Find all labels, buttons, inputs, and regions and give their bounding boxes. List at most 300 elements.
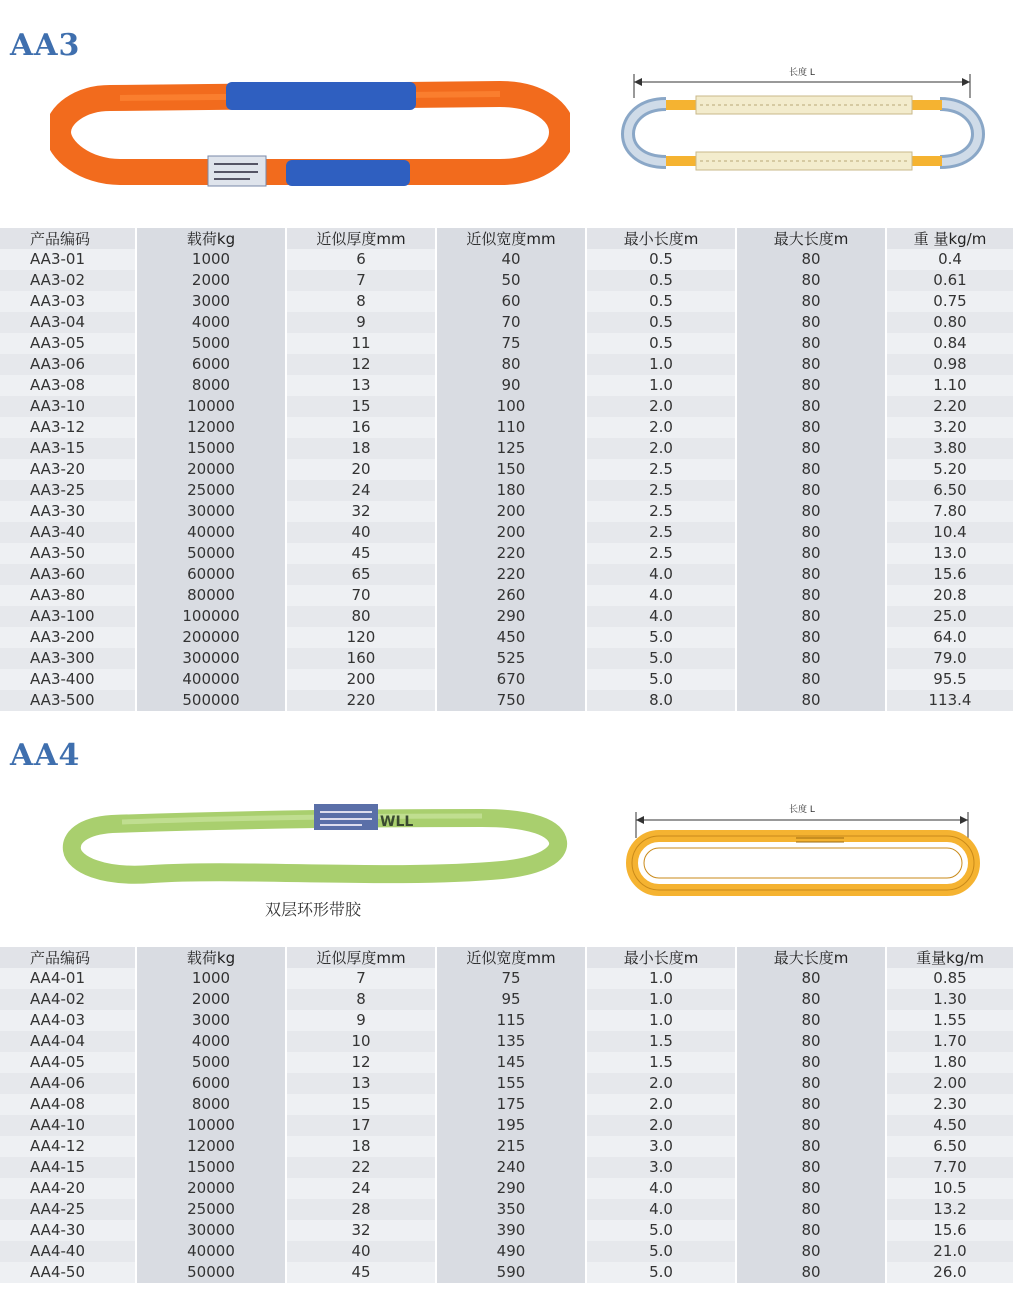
- cell-thickness: 8: [286, 989, 436, 1010]
- cell-code: AA4-01: [0, 968, 136, 989]
- cell-width: 60: [436, 291, 586, 312]
- cell-width: 290: [436, 606, 586, 627]
- cell-thickness: 9: [286, 312, 436, 333]
- table-row: [0, 543, 1014, 564]
- cell-load: 25000: [136, 480, 286, 501]
- cell-weight: 0.4: [886, 249, 1014, 270]
- cell-code: AA3-15: [0, 438, 136, 459]
- cell-weight: 79.0: [886, 648, 1014, 669]
- cell-load: 20000: [136, 459, 286, 480]
- cell-load: 1000: [136, 249, 286, 270]
- cell-code: AA3-01: [0, 249, 136, 270]
- cell-weight: 7.80: [886, 501, 1014, 522]
- cell-weight: 20.8: [886, 585, 1014, 606]
- cell-weight: 10.4: [886, 522, 1014, 543]
- cell-thickness: 11: [286, 333, 436, 354]
- cell-code: AA3-12: [0, 417, 136, 438]
- aa4-header-max-length: 最大长度m: [736, 947, 886, 968]
- cell-thickness: 22: [286, 1157, 436, 1178]
- table-row: [0, 1094, 1014, 1115]
- cell-code: AA4-10: [0, 1115, 136, 1136]
- cell-code: AA4-15: [0, 1157, 136, 1178]
- cell-code: AA3-05: [0, 333, 136, 354]
- cell-max-length: 80: [736, 1010, 886, 1031]
- table-row: [0, 585, 1014, 606]
- cell-min-length: 5.0: [586, 1241, 736, 1262]
- cell-code: AA3-02: [0, 270, 136, 291]
- cell-min-length: 2.0: [586, 1115, 736, 1136]
- cell-load: 3000: [136, 1010, 286, 1031]
- cell-thickness: 70: [286, 585, 436, 606]
- aa3-table-body: [0, 249, 1014, 711]
- cell-weight: 4.50: [886, 1115, 1014, 1136]
- cell-min-length: 5.0: [586, 648, 736, 669]
- cell-load: 12000: [136, 1136, 286, 1157]
- cell-width: 150: [436, 459, 586, 480]
- cell-width: 390: [436, 1220, 586, 1241]
- cell-thickness: 24: [286, 1178, 436, 1199]
- aa4-table-header-row: [0, 947, 1014, 968]
- cell-width: 70: [436, 312, 586, 333]
- cell-load: 10000: [136, 1115, 286, 1136]
- aa3-header-min-length: 最小长度m: [586, 228, 736, 249]
- cell-load: 4000: [136, 1031, 286, 1052]
- aa3-header-thickness: 近似厚度mm: [286, 228, 436, 249]
- cell-code: AA4-12: [0, 1136, 136, 1157]
- cell-weight: 13.2: [886, 1199, 1014, 1220]
- cell-thickness: 28: [286, 1199, 436, 1220]
- cell-max-length: 80: [736, 989, 886, 1010]
- cell-code: AA3-20: [0, 459, 136, 480]
- cell-width: 145: [436, 1052, 586, 1073]
- cell-width: 80: [436, 354, 586, 375]
- aa3-diagram-length-label: 长度 L: [789, 68, 815, 78]
- cell-code: AA3-30: [0, 501, 136, 522]
- cell-thickness: 40: [286, 1241, 436, 1262]
- table-row: [0, 968, 1014, 989]
- cell-min-length: 8.0: [586, 690, 736, 711]
- cell-load: 12000: [136, 417, 286, 438]
- cell-max-length: 80: [736, 459, 886, 480]
- cell-max-length: 80: [736, 968, 886, 989]
- cell-width: 290: [436, 1178, 586, 1199]
- cell-load: 6000: [136, 354, 286, 375]
- cell-width: 215: [436, 1136, 586, 1157]
- cell-min-length: 5.0: [586, 1262, 736, 1283]
- cell-code: AA3-200: [0, 627, 136, 648]
- cell-width: 260: [436, 585, 586, 606]
- cell-width: 490: [436, 1241, 586, 1262]
- cell-load: 300000: [136, 648, 286, 669]
- cell-thickness: 24: [286, 480, 436, 501]
- table-row: [0, 501, 1014, 522]
- cell-weight: 10.5: [886, 1178, 1014, 1199]
- cell-width: 75: [436, 333, 586, 354]
- cell-weight: 13.0: [886, 543, 1014, 564]
- cell-max-length: 80: [736, 249, 886, 270]
- cell-load: 20000: [136, 1178, 286, 1199]
- cell-width: 135: [436, 1031, 586, 1052]
- aa4-header-weight: 重量kg/m: [886, 947, 1014, 968]
- aa4-spec-table: [0, 947, 1014, 1283]
- aa4-header-min-length: 最小长度m: [586, 947, 736, 968]
- cell-load: 2000: [136, 270, 286, 291]
- cell-width: 220: [436, 543, 586, 564]
- cell-width: 525: [436, 648, 586, 669]
- table-row: [0, 312, 1014, 333]
- cell-max-length: 80: [736, 312, 886, 333]
- cell-max-length: 80: [736, 543, 886, 564]
- cell-thickness: 65: [286, 564, 436, 585]
- cell-load: 8000: [136, 375, 286, 396]
- aa4-length-diagram: [618, 800, 988, 900]
- cell-min-length: 2.5: [586, 459, 736, 480]
- cell-thickness: 15: [286, 1094, 436, 1115]
- cell-weight: 1.55: [886, 1010, 1014, 1031]
- cell-min-length: 0.5: [586, 312, 736, 333]
- table-row: [0, 333, 1014, 354]
- cell-min-length: 2.5: [586, 480, 736, 501]
- cell-max-length: 80: [736, 564, 886, 585]
- cell-thickness: 17: [286, 1115, 436, 1136]
- cell-weight: 3.80: [886, 438, 1014, 459]
- cell-weight: 21.0: [886, 1241, 1014, 1262]
- cell-load: 2000: [136, 989, 286, 1010]
- cell-min-length: 1.5: [586, 1031, 736, 1052]
- cell-max-length: 80: [736, 648, 886, 669]
- cell-thickness: 20: [286, 459, 436, 480]
- cell-load: 80000: [136, 585, 286, 606]
- cell-thickness: 200: [286, 669, 436, 690]
- cell-load: 15000: [136, 1157, 286, 1178]
- cell-min-length: 4.0: [586, 606, 736, 627]
- cell-thickness: 18: [286, 1136, 436, 1157]
- aa3-spec-table: [0, 228, 1014, 711]
- cell-weight: 3.20: [886, 417, 1014, 438]
- cell-width: 180: [436, 480, 586, 501]
- aa4-table-body: [0, 968, 1014, 1283]
- aa4-photo-caption: 双层环形带胶: [265, 900, 362, 919]
- cell-width: 155: [436, 1073, 586, 1094]
- cell-weight: 0.85: [886, 968, 1014, 989]
- cell-thickness: 8: [286, 291, 436, 312]
- cell-load: 50000: [136, 543, 286, 564]
- aa3-table-header-row: [0, 228, 1014, 249]
- cell-max-length: 80: [736, 1094, 886, 1115]
- cell-code: AA4-30: [0, 1220, 136, 1241]
- cell-code: AA3-100: [0, 606, 136, 627]
- cell-load: 1000: [136, 968, 286, 989]
- cell-width: 90: [436, 375, 586, 396]
- table-row: [0, 989, 1014, 1010]
- table-row: [0, 375, 1014, 396]
- table-row: [0, 1115, 1014, 1136]
- cell-width: 200: [436, 501, 586, 522]
- cell-min-length: 2.5: [586, 543, 736, 564]
- table-row: [0, 1178, 1014, 1199]
- cell-thickness: 12: [286, 354, 436, 375]
- cell-max-length: 80: [736, 501, 886, 522]
- cell-min-length: 3.0: [586, 1136, 736, 1157]
- cell-max-length: 80: [736, 480, 886, 501]
- cell-code: AA3-50: [0, 543, 136, 564]
- aa3-header-weight: 重 量kg/m: [886, 228, 1014, 249]
- cell-code: AA3-500: [0, 690, 136, 711]
- cell-code: AA3-300: [0, 648, 136, 669]
- cell-code: AA4-05: [0, 1052, 136, 1073]
- cell-code: AA4-25: [0, 1199, 136, 1220]
- table-row: [0, 249, 1014, 270]
- aa4-diagram-length-label: 长度 L: [789, 805, 815, 815]
- cell-min-length: 4.0: [586, 564, 736, 585]
- cell-thickness: 40: [286, 522, 436, 543]
- cell-weight: 15.6: [886, 1220, 1014, 1241]
- cell-thickness: 6: [286, 249, 436, 270]
- cell-weight: 6.50: [886, 1136, 1014, 1157]
- table-row: [0, 522, 1014, 543]
- cell-width: 195: [436, 1115, 586, 1136]
- cell-max-length: 80: [736, 1073, 886, 1094]
- cell-code: AA3-400: [0, 669, 136, 690]
- cell-width: 670: [436, 669, 586, 690]
- cell-min-length: 0.5: [586, 333, 736, 354]
- cell-max-length: 80: [736, 1199, 886, 1220]
- cell-width: 100: [436, 396, 586, 417]
- cell-thickness: 45: [286, 543, 436, 564]
- cell-load: 25000: [136, 1199, 286, 1220]
- cell-max-length: 80: [736, 438, 886, 459]
- table-row: [0, 396, 1014, 417]
- table-row: [0, 690, 1014, 711]
- cell-thickness: 45: [286, 1262, 436, 1283]
- cell-max-length: 80: [736, 585, 886, 606]
- cell-min-length: 1.0: [586, 375, 736, 396]
- cell-weight: 1.30: [886, 989, 1014, 1010]
- cell-weight: 0.61: [886, 270, 1014, 291]
- cell-max-length: 80: [736, 669, 886, 690]
- cell-min-length: 1.0: [586, 968, 736, 989]
- cell-weight: 2.00: [886, 1073, 1014, 1094]
- cell-thickness: 12: [286, 1052, 436, 1073]
- cell-weight: 0.98: [886, 354, 1014, 375]
- aa3-header-load: 载荷kg: [136, 228, 286, 249]
- cell-weight: 95.5: [886, 669, 1014, 690]
- table-row: [0, 354, 1014, 375]
- cell-max-length: 80: [736, 606, 886, 627]
- cell-code: AA3-10: [0, 396, 136, 417]
- cell-thickness: 32: [286, 1220, 436, 1241]
- aa3-header-max-length: 最大长度m: [736, 228, 886, 249]
- table-row: [0, 1073, 1014, 1094]
- cell-thickness: 7: [286, 968, 436, 989]
- cell-max-length: 80: [736, 333, 886, 354]
- cell-load: 30000: [136, 501, 286, 522]
- cell-width: 50: [436, 270, 586, 291]
- table-row: [0, 1199, 1014, 1220]
- table-row: [0, 1031, 1014, 1052]
- cell-code: AA4-03: [0, 1010, 136, 1031]
- cell-thickness: 160: [286, 648, 436, 669]
- table-row: [0, 1220, 1014, 1241]
- table-row: [0, 1157, 1014, 1178]
- cell-code: AA4-02: [0, 989, 136, 1010]
- cell-min-length: 2.0: [586, 1094, 736, 1115]
- cell-weight: 5.20: [886, 459, 1014, 480]
- cell-thickness: 120: [286, 627, 436, 648]
- cell-load: 40000: [136, 522, 286, 543]
- table-row: [0, 1010, 1014, 1031]
- cell-load: 5000: [136, 333, 286, 354]
- cell-width: 200: [436, 522, 586, 543]
- table-row: [0, 564, 1014, 585]
- cell-min-length: 0.5: [586, 249, 736, 270]
- cell-thickness: 7: [286, 270, 436, 291]
- cell-width: 750: [436, 690, 586, 711]
- cell-load: 500000: [136, 690, 286, 711]
- cell-weight: 0.75: [886, 291, 1014, 312]
- aa4-title: AA4: [10, 738, 81, 773]
- cell-width: 450: [436, 627, 586, 648]
- cell-weight: 7.70: [886, 1157, 1014, 1178]
- cell-thickness: 13: [286, 1073, 436, 1094]
- cell-max-length: 80: [736, 1241, 886, 1262]
- cell-max-length: 80: [736, 1262, 886, 1283]
- cell-weight: 2.30: [886, 1094, 1014, 1115]
- cell-code: AA4-20: [0, 1178, 136, 1199]
- table-row: [0, 606, 1014, 627]
- cell-max-length: 80: [736, 1052, 886, 1073]
- table-row: [0, 291, 1014, 312]
- cell-load: 100000: [136, 606, 286, 627]
- aa4-sling-photo: [62, 800, 568, 890]
- cell-thickness: 15: [286, 396, 436, 417]
- cell-min-length: 2.0: [586, 1073, 736, 1094]
- cell-load: 60000: [136, 564, 286, 585]
- cell-min-length: 4.0: [586, 1178, 736, 1199]
- cell-max-length: 80: [736, 1031, 886, 1052]
- aa3-length-diagram: [618, 60, 988, 180]
- cell-weight: 1.70: [886, 1031, 1014, 1052]
- cell-min-length: 5.0: [586, 627, 736, 648]
- cell-min-length: 0.5: [586, 270, 736, 291]
- table-row: [0, 438, 1014, 459]
- cell-min-length: 0.5: [586, 291, 736, 312]
- cell-max-length: 80: [736, 1136, 886, 1157]
- cell-code: AA4-08: [0, 1094, 136, 1115]
- cell-thickness: 18: [286, 438, 436, 459]
- cell-max-length: 80: [736, 354, 886, 375]
- cell-min-length: 5.0: [586, 1220, 736, 1241]
- table-row: [0, 669, 1014, 690]
- cell-weight: 113.4: [886, 690, 1014, 711]
- cell-code: AA3-80: [0, 585, 136, 606]
- cell-weight: 25.0: [886, 606, 1014, 627]
- table-row: [0, 1241, 1014, 1262]
- cell-code: AA3-03: [0, 291, 136, 312]
- cell-max-length: 80: [736, 627, 886, 648]
- cell-width: 75: [436, 968, 586, 989]
- cell-weight: 6.50: [886, 480, 1014, 501]
- cell-min-length: 4.0: [586, 585, 736, 606]
- cell-min-length: 1.0: [586, 989, 736, 1010]
- aa4-header-thickness: 近似厚度mm: [286, 947, 436, 968]
- aa4-header-width: 近似宽度mm: [436, 947, 586, 968]
- table-row: [0, 1052, 1014, 1073]
- cell-min-length: 1.5: [586, 1052, 736, 1073]
- table-row: [0, 417, 1014, 438]
- cell-thickness: 220: [286, 690, 436, 711]
- cell-load: 4000: [136, 312, 286, 333]
- cell-weight: 1.80: [886, 1052, 1014, 1073]
- cell-max-length: 80: [736, 1178, 886, 1199]
- cell-load: 30000: [136, 1220, 286, 1241]
- cell-min-length: 1.0: [586, 1010, 736, 1031]
- cell-max-length: 80: [736, 291, 886, 312]
- cell-load: 6000: [136, 1073, 286, 1094]
- cell-width: 40: [436, 249, 586, 270]
- cell-width: 175: [436, 1094, 586, 1115]
- cell-width: 125: [436, 438, 586, 459]
- cell-max-length: 80: [736, 1115, 886, 1136]
- cell-code: AA4-50: [0, 1262, 136, 1283]
- cell-code: AA3-08: [0, 375, 136, 396]
- cell-thickness: 9: [286, 1010, 436, 1031]
- cell-max-length: 80: [736, 375, 886, 396]
- table-row: [0, 1262, 1014, 1283]
- cell-code: AA3-04: [0, 312, 136, 333]
- cell-weight: 1.10: [886, 375, 1014, 396]
- aa4-header-load: 载荷kg: [136, 947, 286, 968]
- cell-code: AA3-60: [0, 564, 136, 585]
- aa3-title: AA3: [10, 28, 81, 63]
- cell-width: 110: [436, 417, 586, 438]
- cell-code: AA3-40: [0, 522, 136, 543]
- aa3-header-code: 产品编码: [0, 228, 136, 249]
- cell-min-length: 4.0: [586, 1199, 736, 1220]
- cell-thickness: 16: [286, 417, 436, 438]
- cell-max-length: 80: [736, 1157, 886, 1178]
- table-row: [0, 459, 1014, 480]
- cell-min-length: 2.0: [586, 417, 736, 438]
- cell-max-length: 80: [736, 690, 886, 711]
- cell-max-length: 80: [736, 522, 886, 543]
- table-row: [0, 480, 1014, 501]
- aa3-header-width: 近似宽度mm: [436, 228, 586, 249]
- cell-weight: 26.0: [886, 1262, 1014, 1283]
- table-row: [0, 270, 1014, 291]
- cell-thickness: 10: [286, 1031, 436, 1052]
- aa4-header-code: 产品编码: [0, 947, 136, 968]
- cell-max-length: 80: [736, 417, 886, 438]
- cell-load: 5000: [136, 1052, 286, 1073]
- cell-min-length: 2.5: [586, 501, 736, 522]
- cell-load: 200000: [136, 627, 286, 648]
- cell-max-length: 80: [736, 396, 886, 417]
- cell-load: 50000: [136, 1262, 286, 1283]
- cell-load: 40000: [136, 1241, 286, 1262]
- table-row: [0, 1136, 1014, 1157]
- cell-weight: 2.20: [886, 396, 1014, 417]
- cell-min-length: 2.0: [586, 438, 736, 459]
- cell-load: 400000: [136, 669, 286, 690]
- cell-load: 3000: [136, 291, 286, 312]
- cell-thickness: 32: [286, 501, 436, 522]
- cell-weight: 15.6: [886, 564, 1014, 585]
- cell-weight: 0.80: [886, 312, 1014, 333]
- cell-code: AA4-04: [0, 1031, 136, 1052]
- cell-max-length: 80: [736, 1220, 886, 1241]
- cell-width: 240: [436, 1157, 586, 1178]
